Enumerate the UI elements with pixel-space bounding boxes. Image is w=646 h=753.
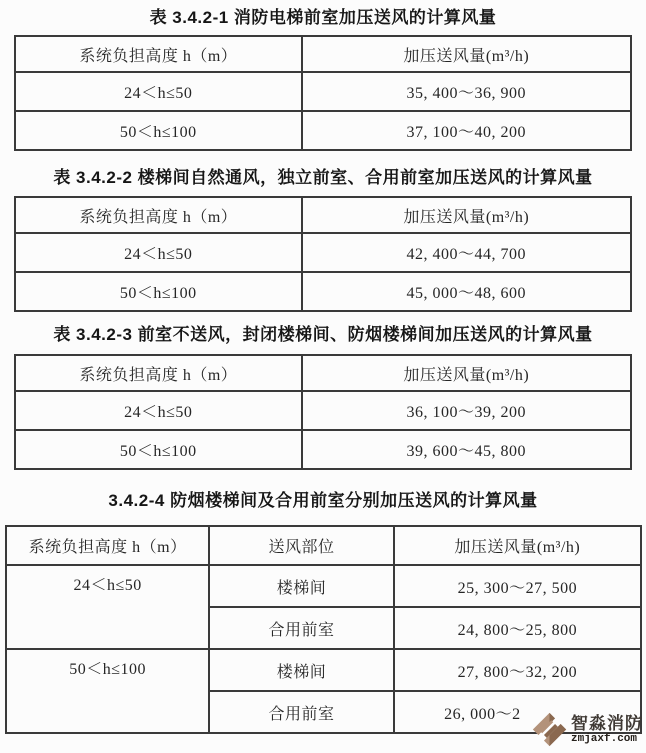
- table-2-col-header-flow: 加压送风量(m³/h): [302, 197, 631, 233]
- flow-rate-cell: 42, 400～44, 700: [302, 233, 631, 272]
- flow-rate-cell: 27, 800～32, 200: [394, 649, 641, 691]
- watermark-text-block: [571, 714, 643, 745]
- supply-location-cell: 合用前室: [209, 607, 393, 649]
- table-4: [5, 525, 642, 734]
- height-range-cell: 24＜h≤50: [15, 233, 302, 272]
- supply-location-cell: 楼梯间: [209, 565, 393, 607]
- table-4-col-header-height: 系统负担高度 h（m）: [6, 526, 209, 565]
- height-range-cell: 50＜h≤100: [6, 649, 209, 733]
- table-2-col-header-height: 系统负担高度 h（m）: [15, 197, 302, 233]
- table-row: [15, 72, 631, 111]
- table-3-title: 表 3.4.2-3 前室不送风，封闭楼梯间、防烟楼梯间加压送风的计算风量: [53, 325, 593, 344]
- flow-rate-cell: 35, 400～36, 900: [302, 72, 631, 111]
- table-row: [15, 111, 631, 150]
- table-4-col-header-flow: 加压送风量(m³/h): [394, 526, 641, 565]
- table-row: [6, 565, 641, 607]
- height-range-cell: 50＜h≤100: [15, 111, 302, 150]
- watermark-brand-name: 智淼消防: [571, 714, 643, 733]
- table-row: [15, 233, 631, 272]
- supply-location-cell: 楼梯间: [209, 649, 393, 691]
- table-1-col-header-height: 系统负担高度 h（m）: [15, 36, 302, 72]
- watermark-diamond-logo-icon: [531, 711, 568, 748]
- flow-rate-cell: 25, 300～27, 500: [394, 565, 641, 607]
- table-row: [15, 391, 631, 430]
- flow-rate-cell: 36, 100～39, 200: [302, 391, 631, 430]
- table-3-header-row: [15, 355, 631, 391]
- flow-rate-cell: 37, 100～40, 200: [302, 111, 631, 150]
- table-2-header-row: [15, 197, 631, 233]
- flow-rate-cell: 45, 000～48, 600: [302, 272, 631, 311]
- flow-rate-cell-truncated: 26, 000～2: [394, 691, 641, 733]
- table-4-title: 3.4.2-4 防烟楼梯间及合用前室分别加压送风的计算风量: [108, 491, 538, 510]
- table-row: [6, 649, 641, 691]
- table-4-col-header-location: 送风部位: [209, 526, 393, 565]
- height-range-cell: 24＜h≤50: [15, 72, 302, 111]
- watermark-domain: zmjaxf.com: [571, 733, 638, 745]
- table-1-header-row: [15, 36, 631, 72]
- table-1-title: 表 3.4.2-1 消防电梯前室加压送风的计算风量: [149, 8, 497, 27]
- supply-location-cell: 合用前室: [209, 691, 393, 733]
- table-3: [14, 354, 632, 470]
- table-2: [14, 196, 632, 312]
- table-4-header-row: [6, 526, 641, 565]
- table-1-col-header-flow: 加压送风量(m³/h): [302, 36, 631, 72]
- height-range-cell: 50＜h≤100: [15, 430, 302, 469]
- table-3-col-header-height: 系统负担高度 h（m）: [15, 355, 302, 391]
- flow-rate-cell: 39, 600～45, 800: [302, 430, 631, 469]
- watermark: [531, 711, 643, 748]
- table-3-col-header-flow: 加压送风量(m³/h): [302, 355, 631, 391]
- table-2-title: 表 3.4.2-2 楼梯间自然通风，独立前室、合用前室加压送风的计算风量: [53, 168, 593, 187]
- table-row: [15, 272, 631, 311]
- height-range-cell: 50＜h≤100: [15, 272, 302, 311]
- flow-rate-cell: 24, 800～25, 800: [394, 607, 641, 649]
- height-range-cell: 24＜h≤50: [6, 565, 209, 649]
- table-row: [15, 430, 631, 469]
- height-range-cell: 24＜h≤50: [15, 391, 302, 430]
- table-1: [14, 35, 632, 151]
